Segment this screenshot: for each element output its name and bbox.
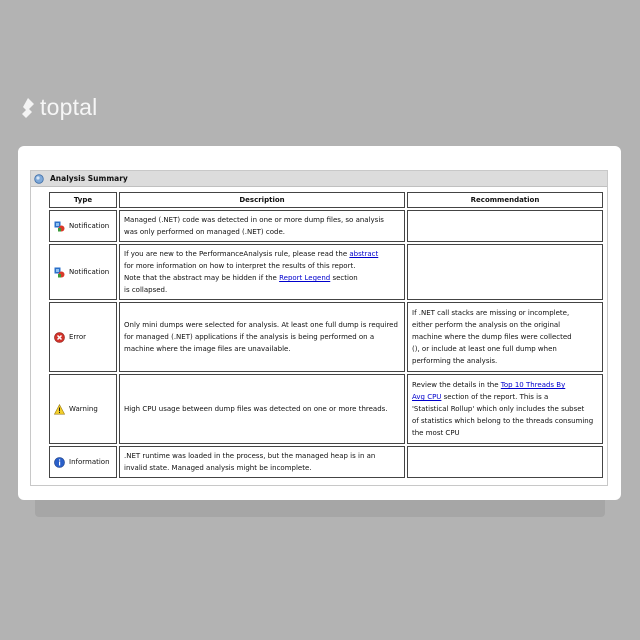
analysis-summary-table <box>47 190 605 480</box>
recommendation-cell <box>407 210 603 242</box>
abstract-link[interactable]: abstract <box>349 250 379 258</box>
error-icon <box>54 332 65 343</box>
column-header-description: Description <box>119 192 405 208</box>
panel-title: Analysis Summary <box>50 174 128 183</box>
type-cell <box>49 374 117 444</box>
toptal-logo <box>20 94 97 121</box>
warning-icon <box>54 404 65 415</box>
description-line: Managed (.NET) code was detected in one or more dump files, so analysis <box>124 216 384 224</box>
analysis-summary-panel <box>30 170 608 486</box>
type-label: Notification <box>69 222 110 230</box>
logo-text: toptal <box>40 94 98 120</box>
description-cell <box>119 210 405 242</box>
top-10-threads-link[interactable]: Top 10 Threads By <box>500 381 566 389</box>
recommendation-cell <box>407 244 603 300</box>
description-line: machine where the image files are unavailable. <box>124 345 291 353</box>
type-cell <box>49 210 117 242</box>
description-line: High CPU usage between dump files was detected on one or more threads. <box>124 405 388 413</box>
recommendation-line: If .NET call stacks are missing or incomplete, <box>412 309 570 317</box>
recommendation-line: machine where the dump files were collected <box>412 333 572 341</box>
description-line: .NET runtime was loaded in the process, but the managed heap is in an <box>124 452 376 460</box>
recommendation-line: the most CPU <box>412 429 460 437</box>
table-row <box>49 446 603 478</box>
table-row <box>49 210 603 242</box>
recommendation-cell <box>407 302 603 372</box>
description-line: for managed (.NET) applications if the analysis is being performed on a <box>124 333 375 341</box>
recommendation-line <box>412 379 598 391</box>
recommendation-line: (), or include at least one full dump when <box>412 345 557 353</box>
recommendation-text: section of the report. This is a <box>441 393 549 401</box>
type-label: Information <box>69 458 110 466</box>
description-line: is collapsed. <box>124 286 168 294</box>
toptal-logo-icon <box>20 97 36 119</box>
recommendation-line <box>412 391 598 403</box>
screenshot-card <box>18 146 621 500</box>
type-label: Error <box>69 333 87 341</box>
panel-header[interactable] <box>31 171 607 187</box>
description-line: Only mini dumps were selected for analysis. At least one full dump is required <box>124 321 398 329</box>
recommendation-text: Review the details in the <box>412 381 501 389</box>
table-row <box>49 302 603 372</box>
recommendation-line: performing the analysis. <box>412 357 498 365</box>
table-row <box>49 374 603 444</box>
table-header-row <box>49 192 603 208</box>
type-label: Notification <box>69 268 110 276</box>
managed-code-notification-icon <box>54 267 65 278</box>
type-cell <box>49 446 117 478</box>
recommendation-cell <box>407 374 603 444</box>
description-line: was only performed on managed (.NET) code. <box>124 228 285 236</box>
information-icon <box>54 457 65 468</box>
recommendation-cell <box>407 446 603 478</box>
description-line: for more information on how to interpret the results of this report. <box>124 262 356 270</box>
managed-code-notification-icon <box>54 221 65 232</box>
recommendation-line: 'Statistical Rollup' which only includes the subset <box>412 405 585 413</box>
collapse-toggle-icon[interactable] <box>34 174 44 184</box>
report-legend-link[interactable]: Report Legend <box>279 274 331 282</box>
description-cell <box>119 244 405 300</box>
column-header-type: Type <box>49 192 117 208</box>
description-cell <box>119 374 405 444</box>
description-cell <box>119 302 405 372</box>
description-cell <box>119 446 405 478</box>
description-text: If you are new to the PerformanceAnalysis rule, please read the <box>124 250 350 258</box>
description-text: Note that the abstract may be hidden if the <box>124 274 280 282</box>
avg-cpu-link[interactable]: Avg CPU <box>412 393 442 401</box>
type-cell <box>49 302 117 372</box>
description-text: section <box>330 274 358 282</box>
description-line: invalid state. Managed analysis might be incomplete. <box>124 464 312 472</box>
recommendation-line: of statistics which belong to the threads consuming <box>412 417 594 425</box>
description-line <box>124 272 400 284</box>
recommendation-line: either perform the analysis on the original <box>412 321 561 329</box>
column-header-recommendation: Recommendation <box>407 192 603 208</box>
table-row <box>49 244 603 300</box>
type-cell <box>49 244 117 300</box>
type-label: Warning <box>69 405 98 413</box>
description-line <box>124 248 400 260</box>
